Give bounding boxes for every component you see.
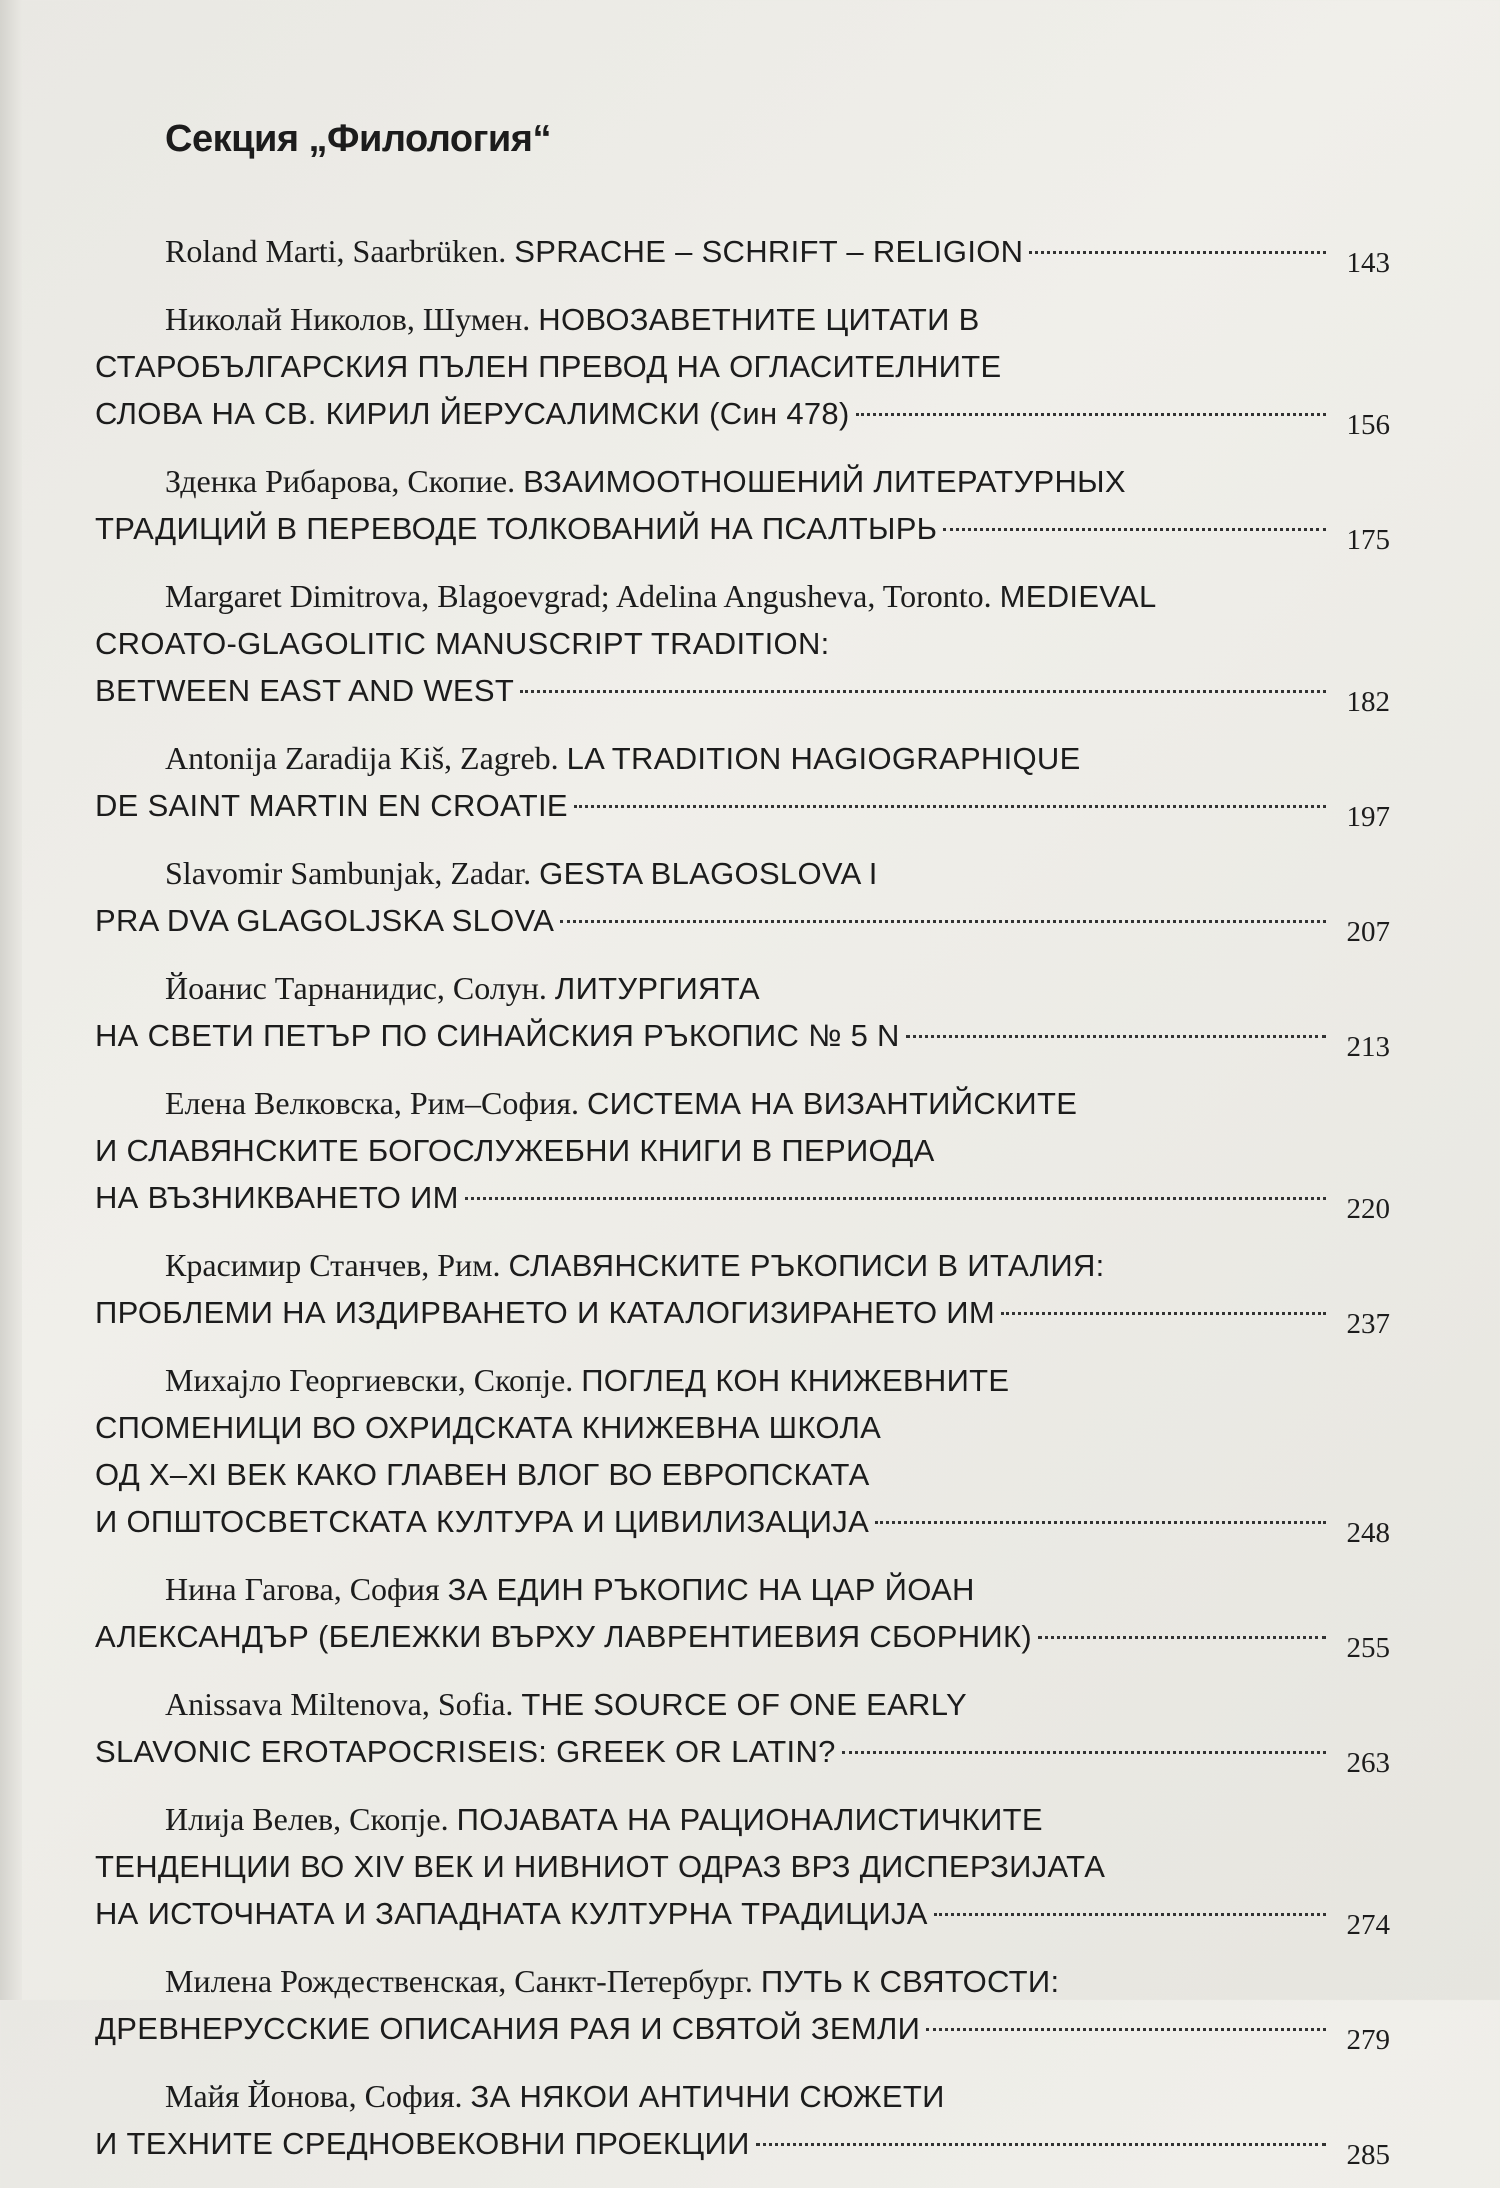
dot-leader	[574, 775, 1326, 808]
toc-entry-author: Илија Велев, Скопје.	[165, 1801, 449, 1837]
toc-entry-line	[95, 1174, 1390, 1225]
toc-entry-title: НА ВЪЗНИКВАНЕТО ИМ	[95, 1180, 459, 1215]
toc-entry-title: СПОМЕНИЦИ ВО ОХРИДСКАТА КНИЖЕВНА ШКОЛА	[95, 1410, 882, 1445]
toc-entry-title: И ОПШТОСВЕТСКАТА КУЛТУРА И ЦИВИЛИЗАЦИЈА	[95, 1504, 870, 1539]
dot-leader	[875, 1491, 1326, 1524]
toc-entry-page-number: 285	[1346, 2139, 1390, 2171]
toc-entry	[95, 965, 1390, 1063]
dot-leader	[856, 383, 1326, 416]
page-edge-shadow	[0, 0, 22, 2000]
toc-entry	[95, 573, 1390, 718]
toc-entry-title: ОД X–XI ВЕК КАКО ГЛАВЕН ВЛОГ ВО ЕВРОПСКАТА	[95, 1457, 870, 1492]
dot-leader	[560, 890, 1326, 923]
toc-entry-line	[95, 228, 1390, 279]
toc-entry-title: GESTA BLAGOSLOVA I	[539, 856, 878, 891]
toc-entry-title: ТЕНДЕНЦИИ ВО XIV ВЕК И НИВНИОТ ОДРАЗ ВРЗ ДИСПЕРЗИЈАТА	[95, 1849, 1106, 1884]
toc-entry-page-number: 156	[1346, 409, 1390, 441]
dot-leader	[1038, 1606, 1326, 1639]
toc-entry-title: THE SOURCE OF ONE EARLY	[521, 1687, 967, 1722]
toc-entry-author: Елена Велковска, Рим–София.	[165, 1085, 579, 1121]
toc-entry-title: CROATO-GLAGOLITIC MANUSCRIPT TRADITION:	[95, 626, 830, 661]
toc-entry-line	[95, 296, 1390, 343]
toc-entry-title: НОВОЗАВЕТНИТЕ ЦИТАТИ В	[538, 302, 980, 337]
toc-entry-title: СТАРОБЪЛГАРСКИЯ ПЪЛЕН ПРЕВОД НА ОГЛАСИТЕЛНИТЕ	[95, 349, 1002, 384]
toc-entry-author: Майя Йонова, София.	[165, 2078, 463, 2114]
toc-entry-title: ПУТЬ К СВЯТОСТИ:	[760, 1964, 1060, 1999]
toc-entry-page-number: 274	[1346, 1909, 1390, 1941]
toc-entry-line	[95, 1613, 1390, 1664]
toc-entry-title: ПОГЛЕД КОН КНИЖЕВНИТЕ	[581, 1363, 1010, 1398]
toc-entry	[95, 228, 1390, 279]
dot-leader	[934, 1883, 1326, 1916]
toc-entry-title: LA TRADITION HAGIOGRAPHIQUE	[566, 741, 1081, 776]
toc-entry-page-number: 263	[1346, 1747, 1390, 1779]
toc-entry-line	[95, 1498, 1390, 1549]
toc-entry-title: PRA DVA GLAGOLJSKA SLOVA	[95, 903, 555, 938]
dot-leader	[1029, 221, 1326, 254]
dot-leader	[756, 2113, 1326, 2146]
dot-leader	[520, 660, 1326, 693]
dot-leader	[926, 1998, 1326, 2031]
toc-entry-title: DE SAINT MARTIN EN CROATIE	[95, 788, 568, 823]
toc-entry-page-number: 175	[1346, 524, 1390, 556]
toc-entry-author: Roland Marti, Saarbrüken.	[165, 233, 507, 269]
dot-leader	[842, 1721, 1326, 1754]
toc-entry-title: НА СВЕТИ ПЕТЪР ПО СИНАЙСКИЯ РЪКОПИС № 5 N	[95, 1018, 900, 1053]
toc-entry	[95, 1566, 1390, 1664]
toc-entry-line	[95, 1357, 1390, 1404]
toc-entry-line	[95, 667, 1390, 718]
toc-entry-page-number: 220	[1346, 1193, 1390, 1225]
toc-entry	[95, 1080, 1390, 1225]
toc-entry-line	[95, 782, 1390, 833]
dot-leader	[906, 1005, 1326, 1038]
toc-entry-title: И ТЕХНИТЕ СРЕДНОВЕКОВНИ ПРОЕКЦИИ	[95, 2126, 750, 2161]
toc-entry	[95, 1357, 1390, 1549]
toc-entry-line	[95, 1012, 1390, 1063]
toc-entry-page-number: 279	[1346, 2024, 1390, 2056]
toc-entry-title: SPRACHE – SCHRIFT – RELIGION	[514, 234, 1024, 269]
toc-entry-author: Милена Рождественская, Санкт-Петербург.	[165, 1963, 753, 1999]
toc-entry-title: ЗА ЕДИН РЪКОПИС НА ЦАР ЙОАН	[447, 1572, 975, 1607]
toc-entry	[95, 850, 1390, 948]
toc-entry-line	[95, 573, 1390, 620]
toc-entry-title: BETWEEN EAST AND WEST	[95, 673, 515, 708]
toc-entry	[95, 458, 1390, 556]
toc-entry	[95, 735, 1390, 833]
toc-entry-page-number: 143	[1346, 247, 1390, 279]
toc-entry-author: Margaret Dimitrova, Blagoevgrad; Adelina Angusheva, Toronto.	[165, 578, 992, 614]
toc-entry-title: ЛИТУРГИЯТА	[554, 971, 760, 1006]
toc-entry-line	[95, 897, 1390, 948]
section-title: Секция „Филология“	[165, 118, 551, 160]
toc-entry-page-number: 213	[1346, 1031, 1390, 1063]
toc-entry-author: Antonija Zaradija Kiš, Zagreb.	[165, 740, 559, 776]
toc-entry-line	[95, 2005, 1390, 2056]
toc-entry-author: Красимир Станчев, Рим.	[165, 1247, 501, 1283]
toc-entry-author: Михајло Георгиевски, Скопје.	[165, 1362, 574, 1398]
toc-entry-line	[95, 1404, 1390, 1451]
toc-entry-author: Anissava Miltenova, Sofia.	[165, 1686, 514, 1722]
toc-entry-title: SLAVONIC EROTAPOCRISEIS: GREEK OR LATIN?	[95, 1734, 836, 1769]
toc-entry-line	[95, 505, 1390, 556]
toc-entry-title: СИСТЕМА НА ВИЗАНТИЙСКИТЕ	[586, 1086, 1078, 1121]
toc-entry-author: Николай Николов, Шумен.	[165, 301, 531, 337]
toc-entry-title: И СЛАВЯНСКИТЕ БОГОСЛУЖЕБНИ КНИГИ В ПЕРИОДА	[95, 1133, 935, 1168]
dot-leader	[465, 1167, 1326, 1200]
toc-entry	[95, 296, 1390, 441]
toc-entry-title: ВЗАИМООТНОШЕНИЙ ЛИТЕРАТУРНЫХ	[523, 464, 1126, 499]
toc-entry-line	[95, 2120, 1390, 2171]
toc-entry	[95, 1796, 1390, 1941]
toc-entry-title: MEDIEVAL	[999, 579, 1157, 614]
toc-entry-line	[95, 1289, 1390, 1340]
toc-entry	[95, 1681, 1390, 1779]
toc-entry-page-number: 197	[1346, 801, 1390, 833]
toc-entry-author: Зденка Рибарова, Скопие.	[165, 463, 516, 499]
table-of-contents	[95, 228, 1390, 2188]
toc-entry-line	[95, 1890, 1390, 1941]
toc-entry-author: Йоанис Тарнанидис, Солун.	[165, 970, 547, 1006]
dot-leader	[1001, 1282, 1326, 1315]
toc-entry-title: ТРАДИЦИЙ В ПЕРЕВОДЕ ТОЛКОВАНИЙ НА ПСАЛТЫРЬ	[95, 511, 938, 546]
toc-entry-page-number: 207	[1346, 916, 1390, 948]
toc-entry-author: Slavomir Sambunjak, Zadar.	[165, 855, 532, 891]
toc-entry-title: ПРОБЛЕМИ НА ИЗДИРВАНЕТО И КАТАЛОГИЗИРАНЕТО ИМ	[95, 1295, 995, 1330]
toc-entry-line	[95, 1728, 1390, 1779]
toc-entry-title: СЛОВА НА СВ. КИРИЛ ЙЕРУСАЛИМСКИ (Син 478)	[95, 396, 850, 431]
toc-entry-page-number: 248	[1346, 1517, 1390, 1549]
toc-entry-author: Нина Гагова, София	[165, 1571, 440, 1607]
toc-entry	[95, 1958, 1390, 2056]
dot-leader	[943, 498, 1326, 531]
toc-entry-title: СЛАВЯНСКИТЕ РЪКОПИСИ В ИТАЛИЯ:	[508, 1248, 1105, 1283]
toc-entry-title: ДРЕВНЕРУССКИЕ ОПИСАНИЯ РАЯ И СВЯТОЙ ЗЕМЛИ	[95, 2011, 921, 2046]
toc-entry-page-number: 182	[1346, 686, 1390, 718]
toc-entry-title: ЗА НЯКОИ АНТИЧНИ СЮЖЕТИ	[470, 2079, 945, 2114]
toc-entry-title: АЛЕКСАНДЪР (БЕЛЕЖКИ ВЪРХУ ЛАВРЕНТИЕВИЯ СБОРНИК)	[95, 1619, 1032, 1654]
toc-entry-line	[95, 1796, 1390, 1843]
toc-entry-title: НА ИСТОЧНАТА И ЗАПАДНАТА КУЛТУРНА ТРАДИЦИЈА	[95, 1896, 928, 1931]
toc-entry-title: ПОЈАВАТА НА РАЦИОНАЛИСТИЧКИТЕ	[456, 1802, 1043, 1837]
toc-entry	[95, 1242, 1390, 1340]
toc-entry	[95, 2073, 1390, 2171]
toc-entry-line	[95, 390, 1390, 441]
toc-entry-page-number: 255	[1346, 1632, 1390, 1664]
toc-entry-line	[95, 1080, 1390, 1127]
toc-entry-page-number: 237	[1346, 1308, 1390, 1340]
